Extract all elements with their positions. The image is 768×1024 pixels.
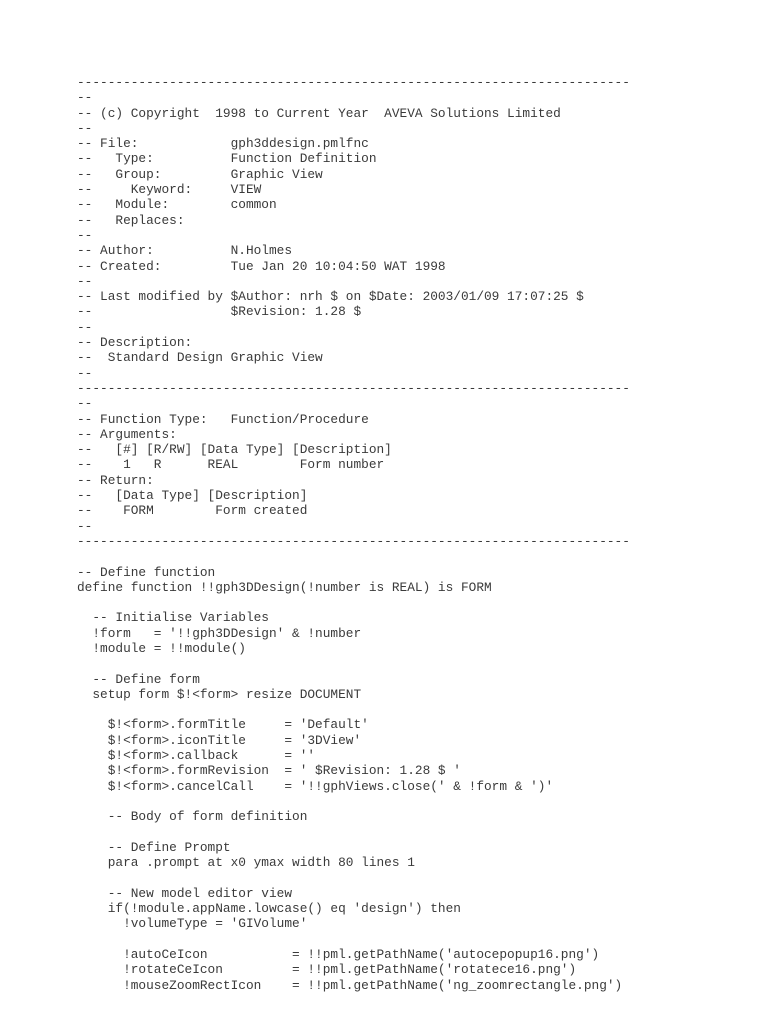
- code-line: !module = !!module(): [77, 640, 246, 656]
- code-line: -- 1 R REAL Form number: [77, 457, 385, 473]
- code-line: -- [#] [R/RW] [Data Type] [Description]: [77, 442, 392, 458]
- code-line: -- Standard Design Graphic View: [77, 350, 323, 366]
- code-line: [77, 825, 630, 840]
- code-line: $!<form>.callback = '': [77, 748, 316, 764]
- code-line: -- Initialise Variables: [77, 610, 269, 626]
- code-listing: [77, 75, 630, 993]
- code-line: -- Author: N.Holmes: [77, 243, 293, 259]
- code-line: --: [77, 319, 93, 335]
- code-line: if(!module.appName.lowcase() eq 'design') then: [77, 901, 461, 917]
- code-line: $!<form>.formRevision = ' $Revision: 1.28 $ ': [77, 763, 461, 779]
- code-line: --: [77, 518, 93, 534]
- code-line: -- Define form: [77, 671, 200, 687]
- code-line: -- Arguments:: [77, 426, 177, 442]
- code-line: -- Replaces:: [77, 212, 185, 228]
- code-line: [77, 549, 630, 564]
- code-line: [77, 794, 630, 809]
- code-line: [77, 870, 630, 885]
- code-line: [77, 702, 630, 717]
- code-line: -- New model editor view: [77, 885, 293, 901]
- code-line: -- Define function: [77, 564, 216, 580]
- code-line: -- Type: Function Definition: [77, 151, 377, 167]
- code-line: --: [77, 227, 93, 243]
- code-line: ------------------------------------------------------------------------: [77, 380, 630, 396]
- code-line: [77, 656, 630, 671]
- code-line: !autoCeIcon = !!pml.getPathName('autocepopup16.png'): [77, 946, 600, 962]
- code-line: [77, 595, 630, 610]
- code-line: !form = '!!gph3DDesign' & !number: [77, 625, 362, 641]
- code-line: setup form $!<form> resize DOCUMENT: [77, 686, 362, 702]
- code-line: --: [77, 365, 93, 381]
- code-line: --: [77, 90, 93, 106]
- code-line: -- File: gph3ddesign.pmlfnc: [77, 136, 369, 152]
- code-line: --: [77, 273, 93, 289]
- code-line: ------------------------------------------------------------------------: [77, 533, 630, 549]
- code-line: [77, 932, 630, 947]
- code-line: -- Created: Tue Jan 20 10:04:50 WAT 1998: [77, 258, 446, 274]
- code-line: define function !!gph3DDesign(!number is REAL) is FORM: [77, 579, 492, 595]
- code-line: $!<form>.formTitle = 'Default': [77, 717, 369, 733]
- code-line: $!<form>.cancelCall = '!!gphViews.close(' & !form & ')': [77, 778, 554, 794]
- code-line: -- (c) Copyright 1998 to Current Year AVEVA Solutions Limited: [77, 105, 561, 121]
- code-line: !volumeType = 'GIVolume': [77, 916, 308, 932]
- code-line: -- Group: Graphic View: [77, 166, 323, 182]
- code-line: -- FORM Form created: [77, 503, 308, 519]
- code-line: --: [77, 396, 93, 412]
- code-line: -- Return:: [77, 472, 154, 488]
- code-line: -- Description:: [77, 335, 193, 351]
- code-line: !mouseZoomRectIcon = !!pml.getPathName('ng_zoomrectangle.png'): [77, 977, 623, 993]
- code-line: $!<form>.iconTitle = '3DView': [77, 732, 362, 748]
- code-line: -- [Data Type] [Description]: [77, 488, 308, 504]
- code-line: -- $Revision: 1.28 $: [77, 304, 362, 320]
- code-line: --: [77, 120, 93, 136]
- code-line: -- Define Prompt: [77, 839, 231, 855]
- code-line: -- Keyword: VIEW: [77, 182, 262, 198]
- code-line: para .prompt at x0 ymax width 80 lines 1: [77, 855, 415, 871]
- code-line: -- Module: common: [77, 197, 277, 213]
- code-line: !rotateCeIcon = !!pml.getPathName('rotatece16.png'): [77, 962, 577, 978]
- code-line: -- Body of form definition: [77, 809, 308, 825]
- code-line: ------------------------------------------------------------------------: [77, 75, 630, 90]
- code-line: -- Last modified by $Author: nrh $ on $Date: 2003/01/09 17:07:25 $: [77, 289, 584, 305]
- code-line: -- Function Type: Function/Procedure: [77, 411, 369, 427]
